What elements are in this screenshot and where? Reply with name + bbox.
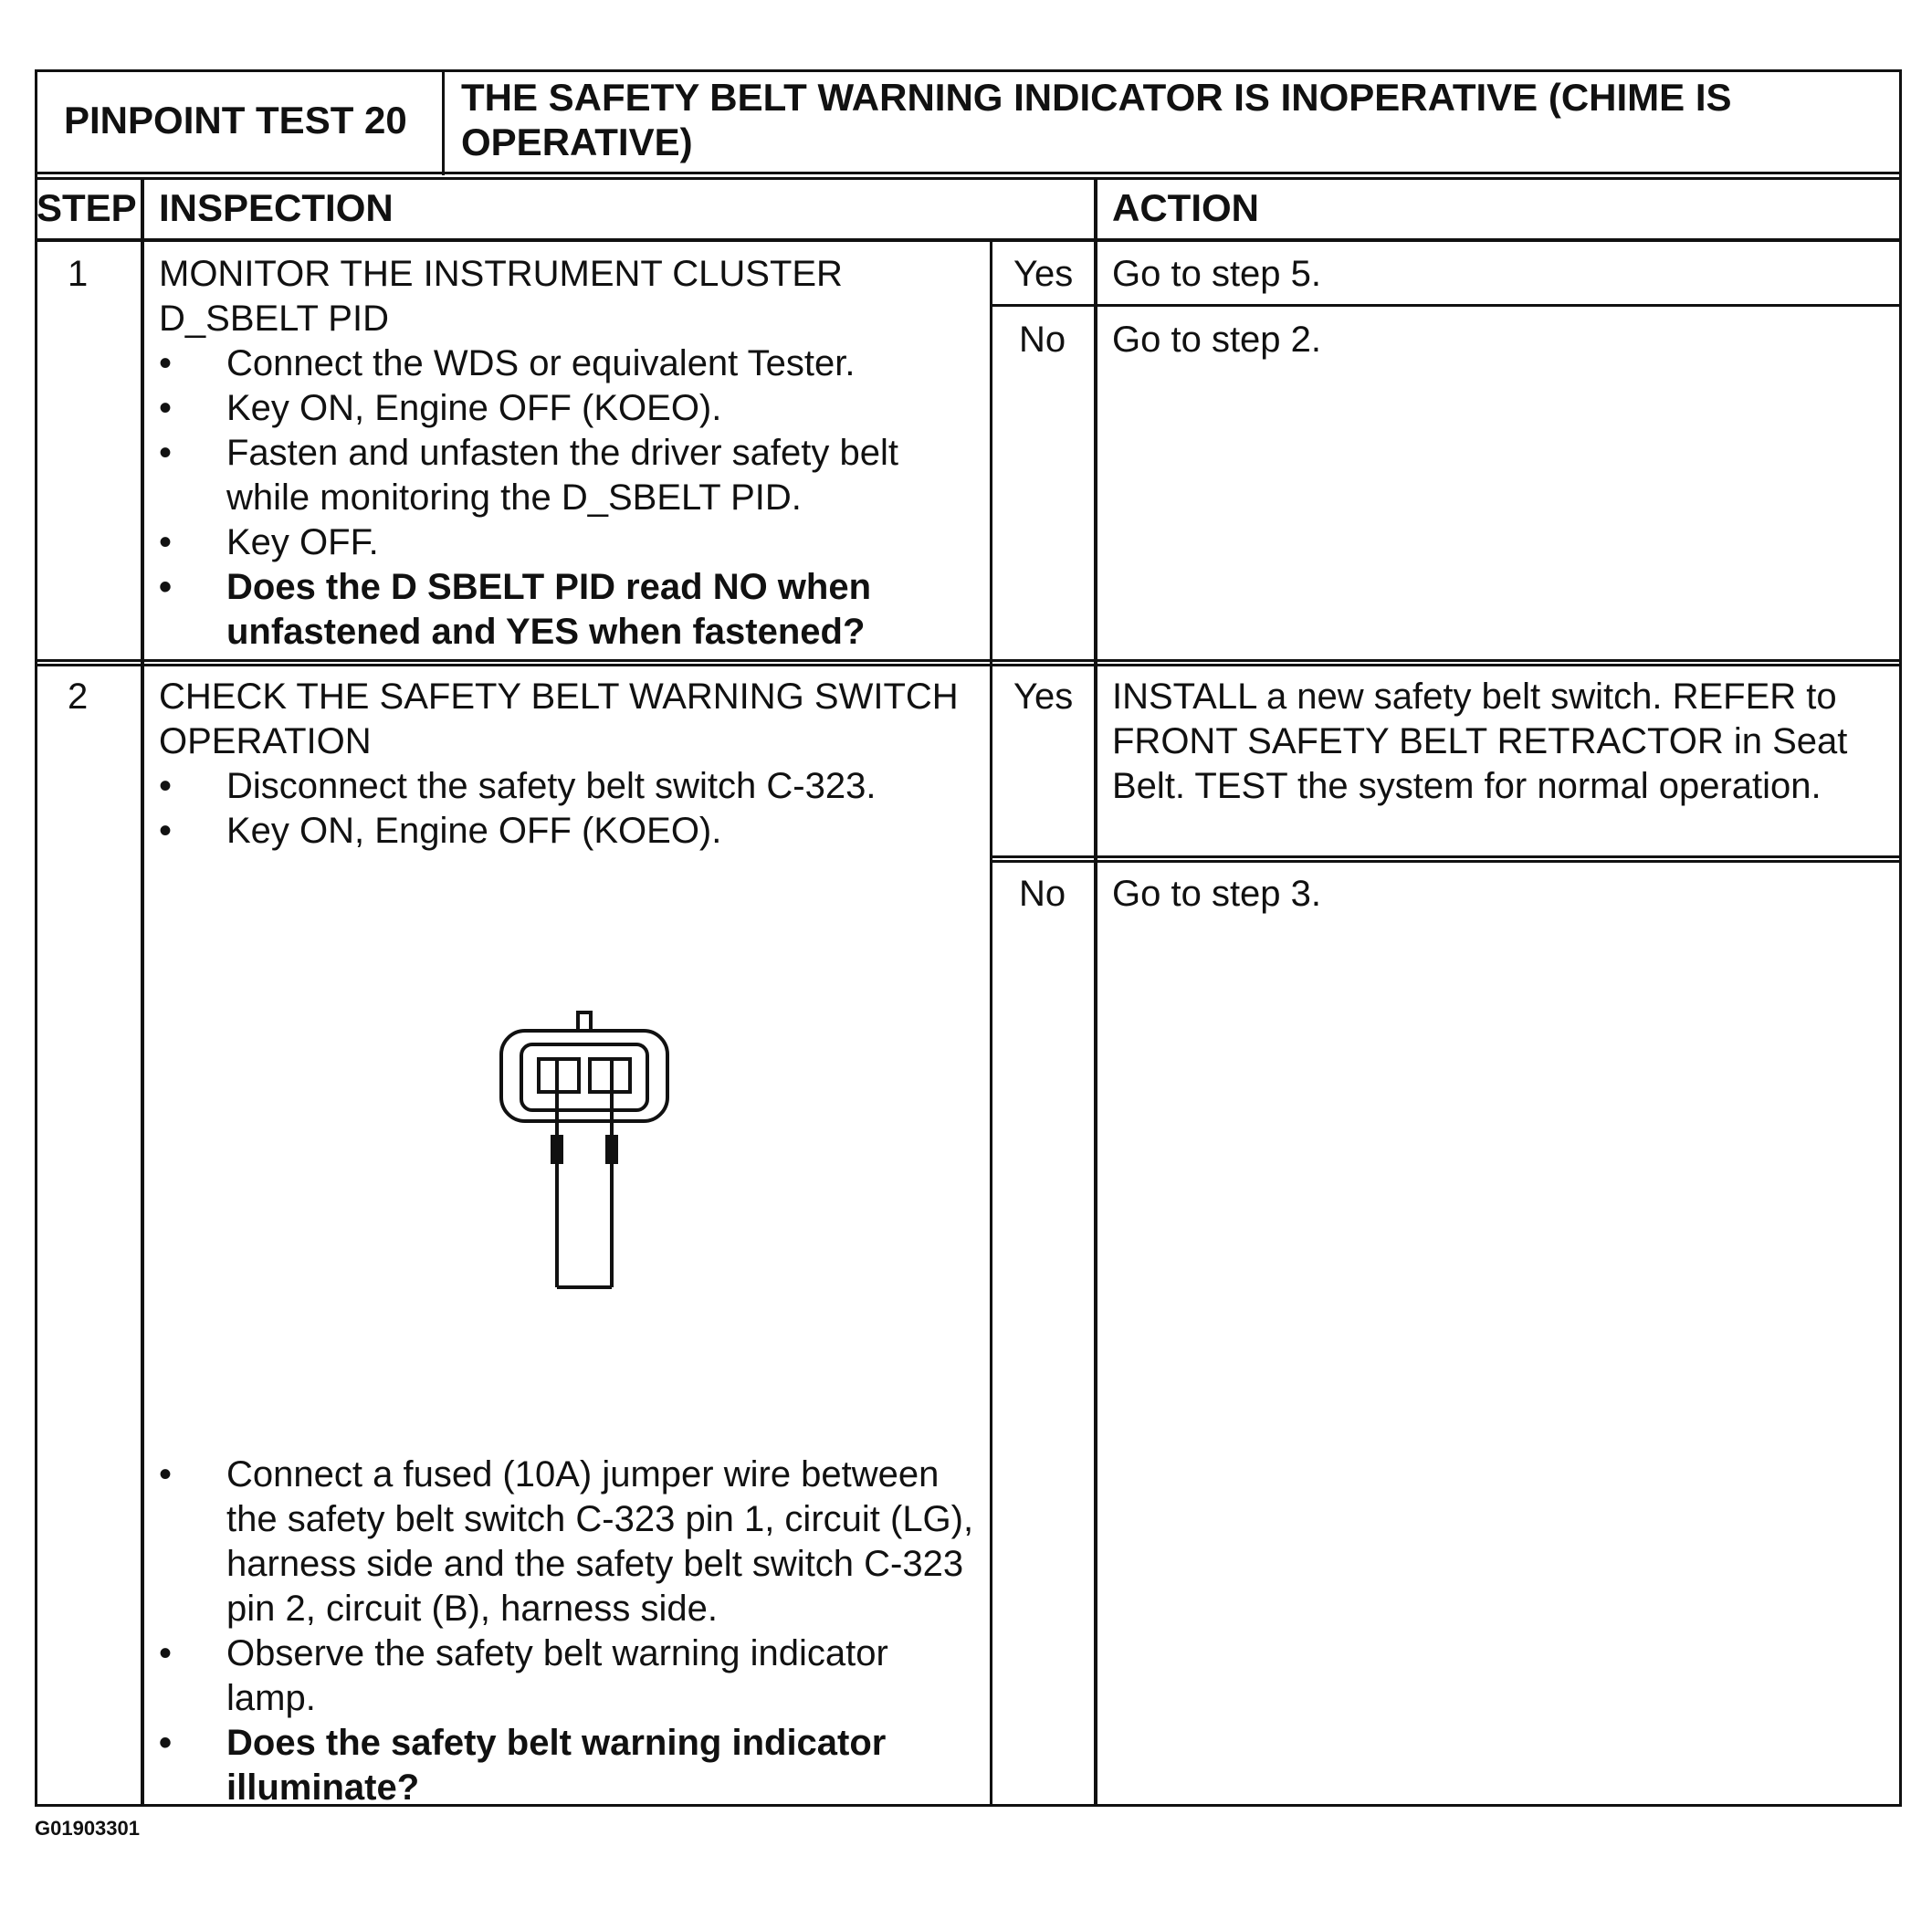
column-header-action: ACTION xyxy=(1112,186,1259,229)
bullet-icon: • xyxy=(159,343,173,383)
bullet-icon: • xyxy=(159,766,173,806)
step-number: 2 xyxy=(68,677,89,717)
yes-action-line-2: FRONT SAFETY BELT RETRACTOR in Seat xyxy=(1112,721,1848,761)
connector-jumper-diagram-icon xyxy=(493,1004,676,1296)
no-action: Go to step 2. xyxy=(1112,320,1322,360)
bullet-icon: • xyxy=(159,1454,173,1495)
figure-reference-code: G01903301 xyxy=(35,1817,140,1840)
column-header-step: STEP xyxy=(37,186,137,229)
bullet-icon: • xyxy=(159,433,173,473)
bullet-icon: • xyxy=(159,522,173,562)
no-action: Go to step 3. xyxy=(1112,874,1322,914)
yes-label: Yes xyxy=(1013,254,1074,294)
page-title-line-1: THE SAFETY BELT WARNING INDICATOR IS INOPERATIVE (CHIME IS xyxy=(461,76,1732,119)
bullet-icon: • xyxy=(159,1633,173,1673)
no-label: No xyxy=(1019,874,1066,914)
instruction-question-continuation: unfastened and YES when fastened? xyxy=(226,612,866,652)
yes-action: Go to step 5. xyxy=(1112,254,1322,294)
instruction-question-continuation: illuminate? xyxy=(226,1767,420,1808)
step-heading-line-2: OPERATION xyxy=(159,721,372,761)
instruction-continuation: harness side and the safety belt switch C-323 xyxy=(226,1544,964,1584)
pinpoint-test-label: PINPOINT TEST 20 xyxy=(64,99,407,142)
yes-label: Yes xyxy=(1013,677,1074,717)
yes-action-line-3: Belt. TEST the system for normal operation. xyxy=(1112,766,1822,806)
bullet-icon: • xyxy=(159,1723,173,1763)
step-number: 1 xyxy=(68,254,89,294)
bullet-icon: • xyxy=(159,388,173,428)
page-title-line-2: OPERATIVE) xyxy=(461,121,693,163)
bullet-icon: • xyxy=(159,567,173,607)
instruction-continuation: while monitoring the D_SBELT PID. xyxy=(226,477,802,518)
step-heading-line-1: CHECK THE SAFETY BELT WARNING SWITCH xyxy=(159,677,959,717)
instruction-continuation: the safety belt switch C-323 pin 1, circuit (LG), xyxy=(226,1499,974,1539)
no-label: No xyxy=(1019,320,1066,360)
yes-action-line-1: INSTALL a new safety belt switch. REFER to xyxy=(1112,677,1837,717)
column-header-inspection: INSPECTION xyxy=(159,186,394,229)
instruction-continuation: lamp. xyxy=(226,1678,316,1718)
bullet-icon: • xyxy=(159,811,173,851)
step-heading-line-1: MONITOR THE INSTRUMENT CLUSTER xyxy=(159,254,843,294)
instruction-continuation: pin 2, circuit (B), harness side. xyxy=(226,1589,718,1629)
step-heading-line-2: D_SBELT PID xyxy=(159,299,389,339)
